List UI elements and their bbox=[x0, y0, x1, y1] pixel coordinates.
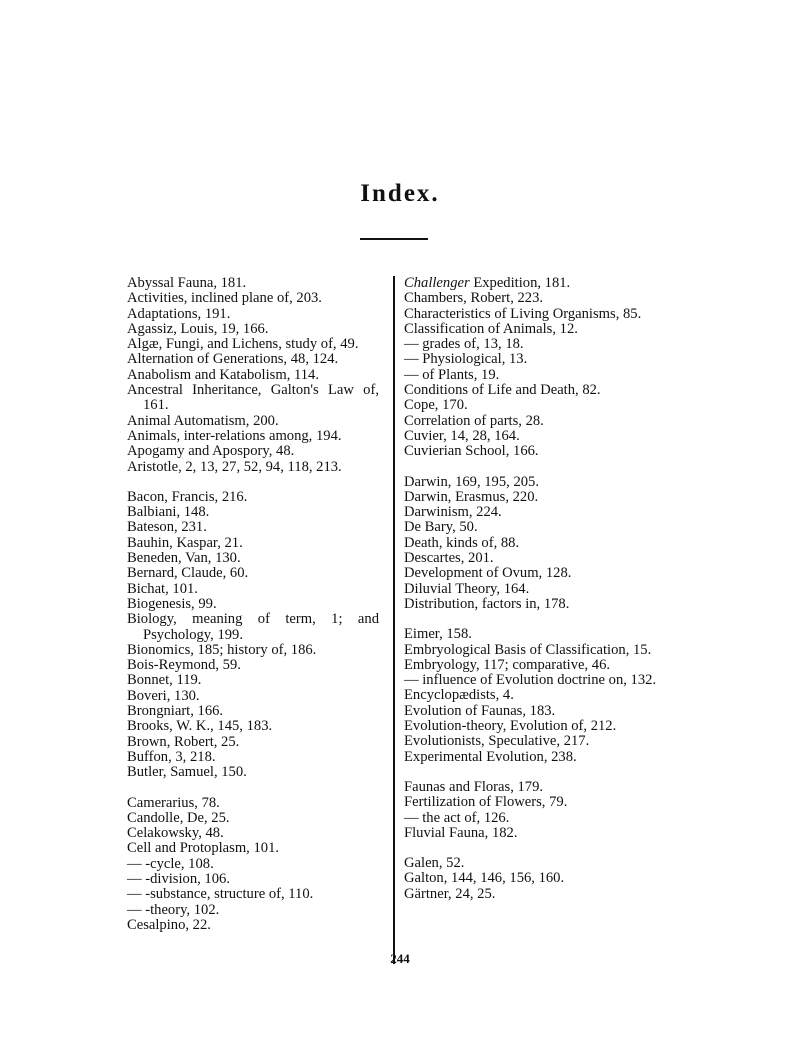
index-entry: Boveri, 130. bbox=[127, 687, 200, 704]
index-group bbox=[404, 780, 666, 841]
index-entry: Cesalpino, 22. bbox=[127, 916, 211, 933]
index-entry: Animals, inter-relations among, 194. bbox=[127, 427, 342, 444]
index-entry: Buffon, 3, 218. bbox=[127, 748, 216, 765]
index-entry: Adaptations, 191. bbox=[127, 305, 231, 322]
index-entry: Death, kinds of, 88. bbox=[404, 534, 520, 551]
index-group bbox=[404, 856, 666, 902]
index-entry: Aristotle, 2, 13, 27, 52, 94, 118, 213. bbox=[127, 458, 342, 475]
index-group bbox=[404, 276, 666, 460]
index-entry: Fluvial Fauna, 182. bbox=[404, 824, 518, 841]
index-entry: Galen, 52. bbox=[404, 855, 465, 872]
index-entry: Diluvial Theory, 164. bbox=[404, 580, 530, 597]
index-entry: Bois-Reymond, 59. bbox=[127, 657, 241, 674]
index-entry: Cuvierian School, 166. bbox=[404, 443, 539, 460]
index-entry: Evolution of Faunas, 183. bbox=[404, 702, 556, 719]
index-entry-italic: Challenger bbox=[404, 275, 470, 291]
index-group bbox=[404, 627, 666, 765]
index-entry: Chambers, Robert, 223. bbox=[404, 290, 544, 307]
index-entry: Darwin, 169, 195, 205. bbox=[404, 473, 539, 490]
index-entry: Bonnet, 119. bbox=[127, 672, 202, 689]
index-entry: Descartes, 201. bbox=[404, 550, 494, 567]
index-entry: Beneden, Van, 130. bbox=[127, 550, 241, 567]
index-entry: Experimental Evolution, 238. bbox=[404, 748, 577, 765]
index-entry: Anabolism and Katabolism, 114. bbox=[127, 366, 319, 383]
index-entry: Bionomics, 185; history of, 186. bbox=[127, 641, 317, 658]
index-entry: Characteristics of Living Organisms, 85. bbox=[404, 305, 642, 322]
index-entry: Bernard, Claude, 60. bbox=[127, 565, 249, 582]
column-divider bbox=[393, 276, 395, 964]
index-entry: Algæ, Fungi, and Lichens, study of, 49. bbox=[127, 336, 359, 353]
index-entry: Evolution-theory, Evolution of, 212. bbox=[404, 718, 617, 735]
index-entry: Bichat, 101. bbox=[127, 580, 198, 597]
index-entry: Bacon, Francis, 216. bbox=[127, 488, 248, 505]
index-entry: — Physiological, 13. bbox=[404, 351, 528, 368]
index-entry: Darwin, Erasmus, 220. bbox=[404, 488, 539, 505]
index-entry: Cuvier, 14, 28, 164. bbox=[404, 427, 520, 444]
index-entry: Animal Automatism, 200. bbox=[127, 412, 279, 429]
index-entry: Faunas and Floras, 179. bbox=[404, 778, 544, 795]
index-entry: Cope, 170. bbox=[404, 397, 468, 414]
index-entry: Classification of Animals, 12. bbox=[404, 320, 578, 337]
index-entry: — grades of, 13, 18. bbox=[404, 336, 524, 353]
index-entry: Biogenesis, 99. bbox=[127, 595, 217, 612]
index-column-right bbox=[404, 276, 666, 902]
index-entry: — -substance, structure of, 110. bbox=[127, 886, 314, 903]
index-entry: Alternation of Generations, 48, 124. bbox=[127, 351, 339, 368]
index-group bbox=[127, 490, 379, 781]
index-entry: Brooks, W. K., 145, 183. bbox=[127, 718, 273, 735]
index-column-left bbox=[127, 276, 379, 933]
title-rule bbox=[360, 238, 428, 240]
index-entry: Correlation of parts, 28. bbox=[404, 412, 544, 429]
index-entry: Brown, Robert, 25. bbox=[127, 733, 240, 750]
index-entry: Bateson, 231. bbox=[127, 519, 207, 536]
index-entry: Butler, Samuel, 150. bbox=[127, 764, 247, 781]
index-entry: Evolutionists, Speculative, 217. bbox=[404, 733, 590, 750]
index-group bbox=[404, 475, 666, 613]
index-entry bbox=[404, 276, 666, 291]
index-entry: Camerarius, 78. bbox=[127, 794, 220, 811]
index-entry: De Bary, 50. bbox=[404, 519, 478, 536]
index-entry: Embryology, 117; comparative, 46. bbox=[404, 656, 611, 673]
index-entry: Encyclopædists, 4. bbox=[404, 687, 514, 704]
index-entry: Celakowsky, 48. bbox=[127, 825, 224, 842]
index-entry: Conditions of Life and Death, 82. bbox=[404, 382, 601, 399]
index-entry: Brongniart, 166. bbox=[127, 703, 224, 720]
index-entry-text: Expedition, 181. bbox=[469, 275, 571, 291]
index-entry: Abyssal Fauna, 181. bbox=[127, 275, 247, 291]
index-entry: Bauhin, Kaspar, 21. bbox=[127, 534, 243, 551]
index-entry: Eimer, 158. bbox=[404, 626, 472, 643]
index-entry: Candolle, De, 25. bbox=[127, 809, 230, 826]
index-entry: — influence of Evolution doctrine on, 132. bbox=[404, 672, 657, 689]
page-title: Index. bbox=[360, 180, 440, 207]
page-number: 244 bbox=[390, 951, 410, 966]
index-entry: Fertilization of Flowers, 79. bbox=[404, 794, 568, 811]
index-entry: Balbiani, 148. bbox=[127, 504, 210, 521]
index-entry: — of Plants, 19. bbox=[404, 366, 500, 383]
index-entry: Activities, inclined plane of, 203. bbox=[127, 290, 322, 307]
index-entry: — -cycle, 108. bbox=[127, 855, 214, 872]
index-entry: Cell and Protoplasm, 101. bbox=[127, 840, 280, 857]
index-entry: Galton, 144, 146, 156, 160. bbox=[404, 870, 565, 887]
index-entry: Biology, meaning of term, 1; and Psychology, 199. bbox=[127, 611, 379, 643]
index-entry: Ancestral Inheritance, Galton's Law of, 161. bbox=[127, 382, 379, 414]
index-entry: — the act of, 126. bbox=[404, 809, 510, 826]
index-entry: — -theory, 102. bbox=[127, 901, 220, 918]
index-group bbox=[127, 276, 379, 475]
index-entry: Agassiz, Louis, 19, 166. bbox=[127, 320, 269, 337]
index-entry: Darwinism, 224. bbox=[404, 504, 502, 521]
index-entry: Apogamy and Apospory, 48. bbox=[127, 443, 295, 460]
index-entry: — -division, 106. bbox=[127, 870, 230, 887]
index-entry: Development of Ovum, 128. bbox=[404, 565, 572, 582]
index-group bbox=[127, 796, 379, 934]
index-entry: Distribution, factors in, 178. bbox=[404, 595, 570, 612]
index-entry: Embryological Basis of Classification, 15. bbox=[404, 641, 652, 658]
index-entry: Gärtner, 24, 25. bbox=[404, 885, 496, 902]
